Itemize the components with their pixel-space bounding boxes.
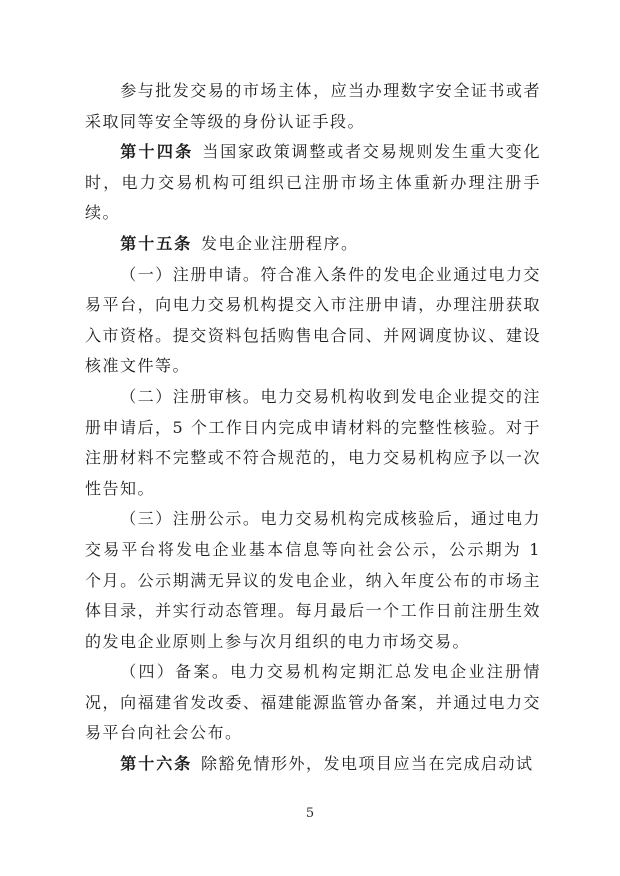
paragraph-text: （四）备案。电力交易机构定期汇总发电企业注册情况，向福建省发改委、福建能源监管办备案，并通过电力交易平台向社会公布。 (85, 662, 541, 743)
paragraph-text: （三）注册公示。电力交易机构完成核验后，通过电力交易平台将发电企业基本信息等向社会公示，公示期为 1 个月。公示期满无异议的发电企业，纳入年度公布的市场主体目录，并实行动态管理。每月最后一个工作日前注册生效的发电企业原则上参与次月组织的电力市场交易。 (85, 509, 541, 651)
page-number: 5 (305, 806, 315, 821)
paragraph (85, 260, 541, 382)
paragraph-text: （二）注册审核。电力交易机构收到发电企业提交的注册申请后，5 个工作日内完成申请材料的完整性核验。对于注册材料不完整或不符合规范的，电力交易机构应予以一次性告知。 (85, 386, 541, 498)
paragraph (85, 657, 541, 749)
article-number: 第十六条 (120, 754, 193, 774)
paragraph (85, 229, 541, 260)
paragraph (85, 749, 541, 780)
document-body (85, 76, 541, 780)
paragraph-text: 发电企业注册程序。 (201, 233, 359, 253)
paragraph-text: 参与批发交易的市场主体，应当办理数字安全证书或者采取同等安全等级的身份认证手段。 (85, 81, 541, 131)
article-number: 第十五条 (120, 233, 193, 253)
paragraph (85, 382, 541, 504)
paragraph (85, 76, 541, 137)
paragraph-text: （一）注册申请。符合准入条件的发电企业通过电力交易平台，向电力交易机构提交入市注册申请，办理注册获取入市资格。提交资料包括购售电合同、并网调度协议、建设核准文件等。 (85, 264, 541, 376)
paragraph (85, 504, 541, 657)
paragraph-text: 除豁免情形外，发电项目应当在完成启动试 (201, 754, 534, 774)
article-number: 第十四条 (120, 142, 194, 162)
paragraph (85, 137, 541, 229)
paragraph-text: 当国家政策调整或者交易规则发生重大变化时，电力交易机构可组织已注册市场主体重新办理注册手续。 (85, 142, 541, 223)
